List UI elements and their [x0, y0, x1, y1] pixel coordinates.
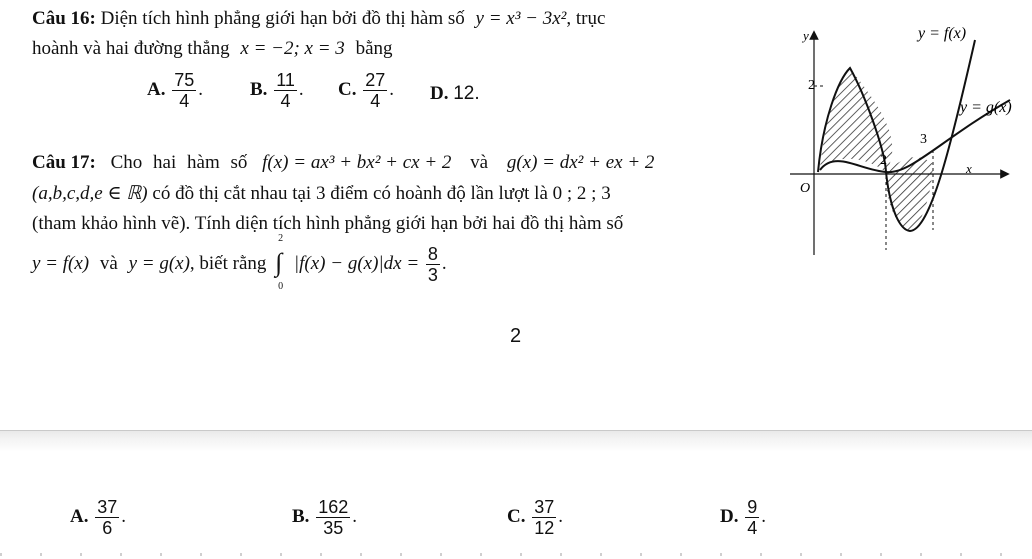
- q17-and: và: [470, 152, 489, 173]
- q16-text1: Diện tích hình phẳng giới hạn bởi đồ thị hàm số: [100, 8, 465, 29]
- q16-line2: [32, 38, 393, 60]
- q17-params: (a,b,c,d,e ∈ ℝ): [32, 183, 148, 204]
- q17-integrand: |f(x) − g(x)|dx =: [293, 252, 420, 274]
- q16-option-a[interactable]: A. $\frac{75}{4}$ .: [147, 70, 204, 111]
- q17-f: f(x) = ax³ + bx² + cx + 2: [262, 152, 452, 173]
- q17-option-c[interactable]: C. $\frac{37}{12}$ .: [507, 497, 564, 538]
- q17-option-b[interactable]: B. $\frac{162}{35}$ .: [292, 497, 357, 538]
- option-numerator: 37: [97, 497, 118, 517]
- q17-yf: y = f(x): [32, 252, 90, 274]
- shaded-region-right: [886, 157, 933, 231]
- option-letter: A.: [147, 78, 166, 100]
- option-letter: B.: [292, 505, 310, 527]
- page-divider: [0, 430, 1032, 452]
- tick-x2: 2: [880, 153, 887, 168]
- option-letter: D.: [430, 83, 449, 104]
- page-divider-line: [0, 430, 1032, 431]
- option-letter: C.: [338, 78, 357, 100]
- label-g: y = g(x): [960, 99, 1012, 116]
- integral-symbol: ∫: [275, 247, 283, 277]
- tick-y2: 2: [808, 78, 815, 93]
- q17-text1: Cho hai hàm số: [110, 152, 248, 173]
- q16-option-c[interactable]: C. $\frac{27}{4}$ .: [338, 70, 395, 111]
- option-denominator: 4: [280, 91, 291, 111]
- q16-text4: bằng: [355, 38, 393, 59]
- option-numerator: 162: [318, 497, 349, 517]
- q16-label: Câu 16:: [32, 8, 96, 29]
- option-numerator: 11: [276, 70, 295, 90]
- q16-lines: x = −2; x = 3: [240, 38, 345, 59]
- q17-line4: y = f(x) và y = g(x), biết rằng 2 ∫ 0 |f(x) − g(x)|dx = $\frac{8}{3}$ .: [32, 244, 447, 285]
- q17-text3: (tham khảo hình vẽ). Tính diện tích hình phẳng giới hạn bởi hai đồ thị hàm số: [32, 213, 624, 234]
- result-numerator: 8: [427, 244, 438, 264]
- q16-option-d[interactable]: [430, 83, 480, 105]
- option-numerator: 37: [534, 497, 555, 517]
- option-denominator: 35: [323, 518, 344, 538]
- q17-text2: có đồ thị cắt nhau tại 3 điểm có hoành độ lần lượt là 0 ; 2 ; 3: [152, 183, 611, 204]
- q17-line1: [32, 152, 654, 174]
- q17-option-d[interactable]: D. $\frac{9}{4}$ .: [720, 497, 766, 538]
- option-letter: A.: [70, 505, 89, 527]
- tick-x3: 3: [920, 132, 927, 147]
- q17-know: , biết rằng: [189, 252, 267, 274]
- option-denominator: 4: [179, 91, 190, 111]
- q16-function: y = x³ − 3x²: [475, 8, 567, 29]
- q16-text2: , trục: [566, 8, 606, 29]
- label-f: y = f(x): [918, 25, 967, 42]
- x-axis-label: x: [966, 161, 972, 176]
- integral-lower: 0: [278, 280, 284, 292]
- option-denominator: 6: [102, 518, 113, 538]
- q16-option-b[interactable]: B. $\frac{11}{4}$ .: [250, 70, 304, 111]
- y-axis-label: y: [803, 28, 809, 43]
- q17-and2: và: [99, 252, 118, 274]
- q17-line3: [32, 213, 623, 235]
- q17-label: Câu 17:: [32, 152, 96, 173]
- option-letter: B.: [250, 78, 268, 100]
- integral-sign: [275, 232, 289, 292]
- result-denominator: 3: [427, 265, 438, 285]
- page-number: 2: [510, 325, 522, 347]
- q17-option-a[interactable]: A. $\frac{37}{6}$ .: [70, 497, 127, 538]
- option-letter: C.: [507, 505, 526, 527]
- q16-text3: hoành và hai đường thẳng: [32, 38, 230, 59]
- q17-yg: y = g(x): [128, 252, 190, 274]
- integral-upper: 2: [278, 232, 284, 244]
- q17-g: g(x) = dx² + ex + 2: [506, 152, 655, 173]
- option-numerator: 75: [174, 70, 195, 90]
- function-graph: [790, 10, 1030, 260]
- origin-label: O: [800, 181, 811, 196]
- option-denominator: 4: [370, 91, 381, 111]
- q16-line1: [32, 8, 605, 30]
- option-denominator: 12: [534, 518, 555, 538]
- option-denominator: 4: [747, 518, 758, 538]
- option-value: 12.: [453, 83, 480, 104]
- option-numerator: 9: [747, 497, 758, 517]
- option-numerator: 27: [365, 70, 386, 90]
- q17-line2: [32, 183, 611, 205]
- bottom-edge-dots: [0, 553, 1032, 556]
- option-letter: D.: [720, 505, 739, 527]
